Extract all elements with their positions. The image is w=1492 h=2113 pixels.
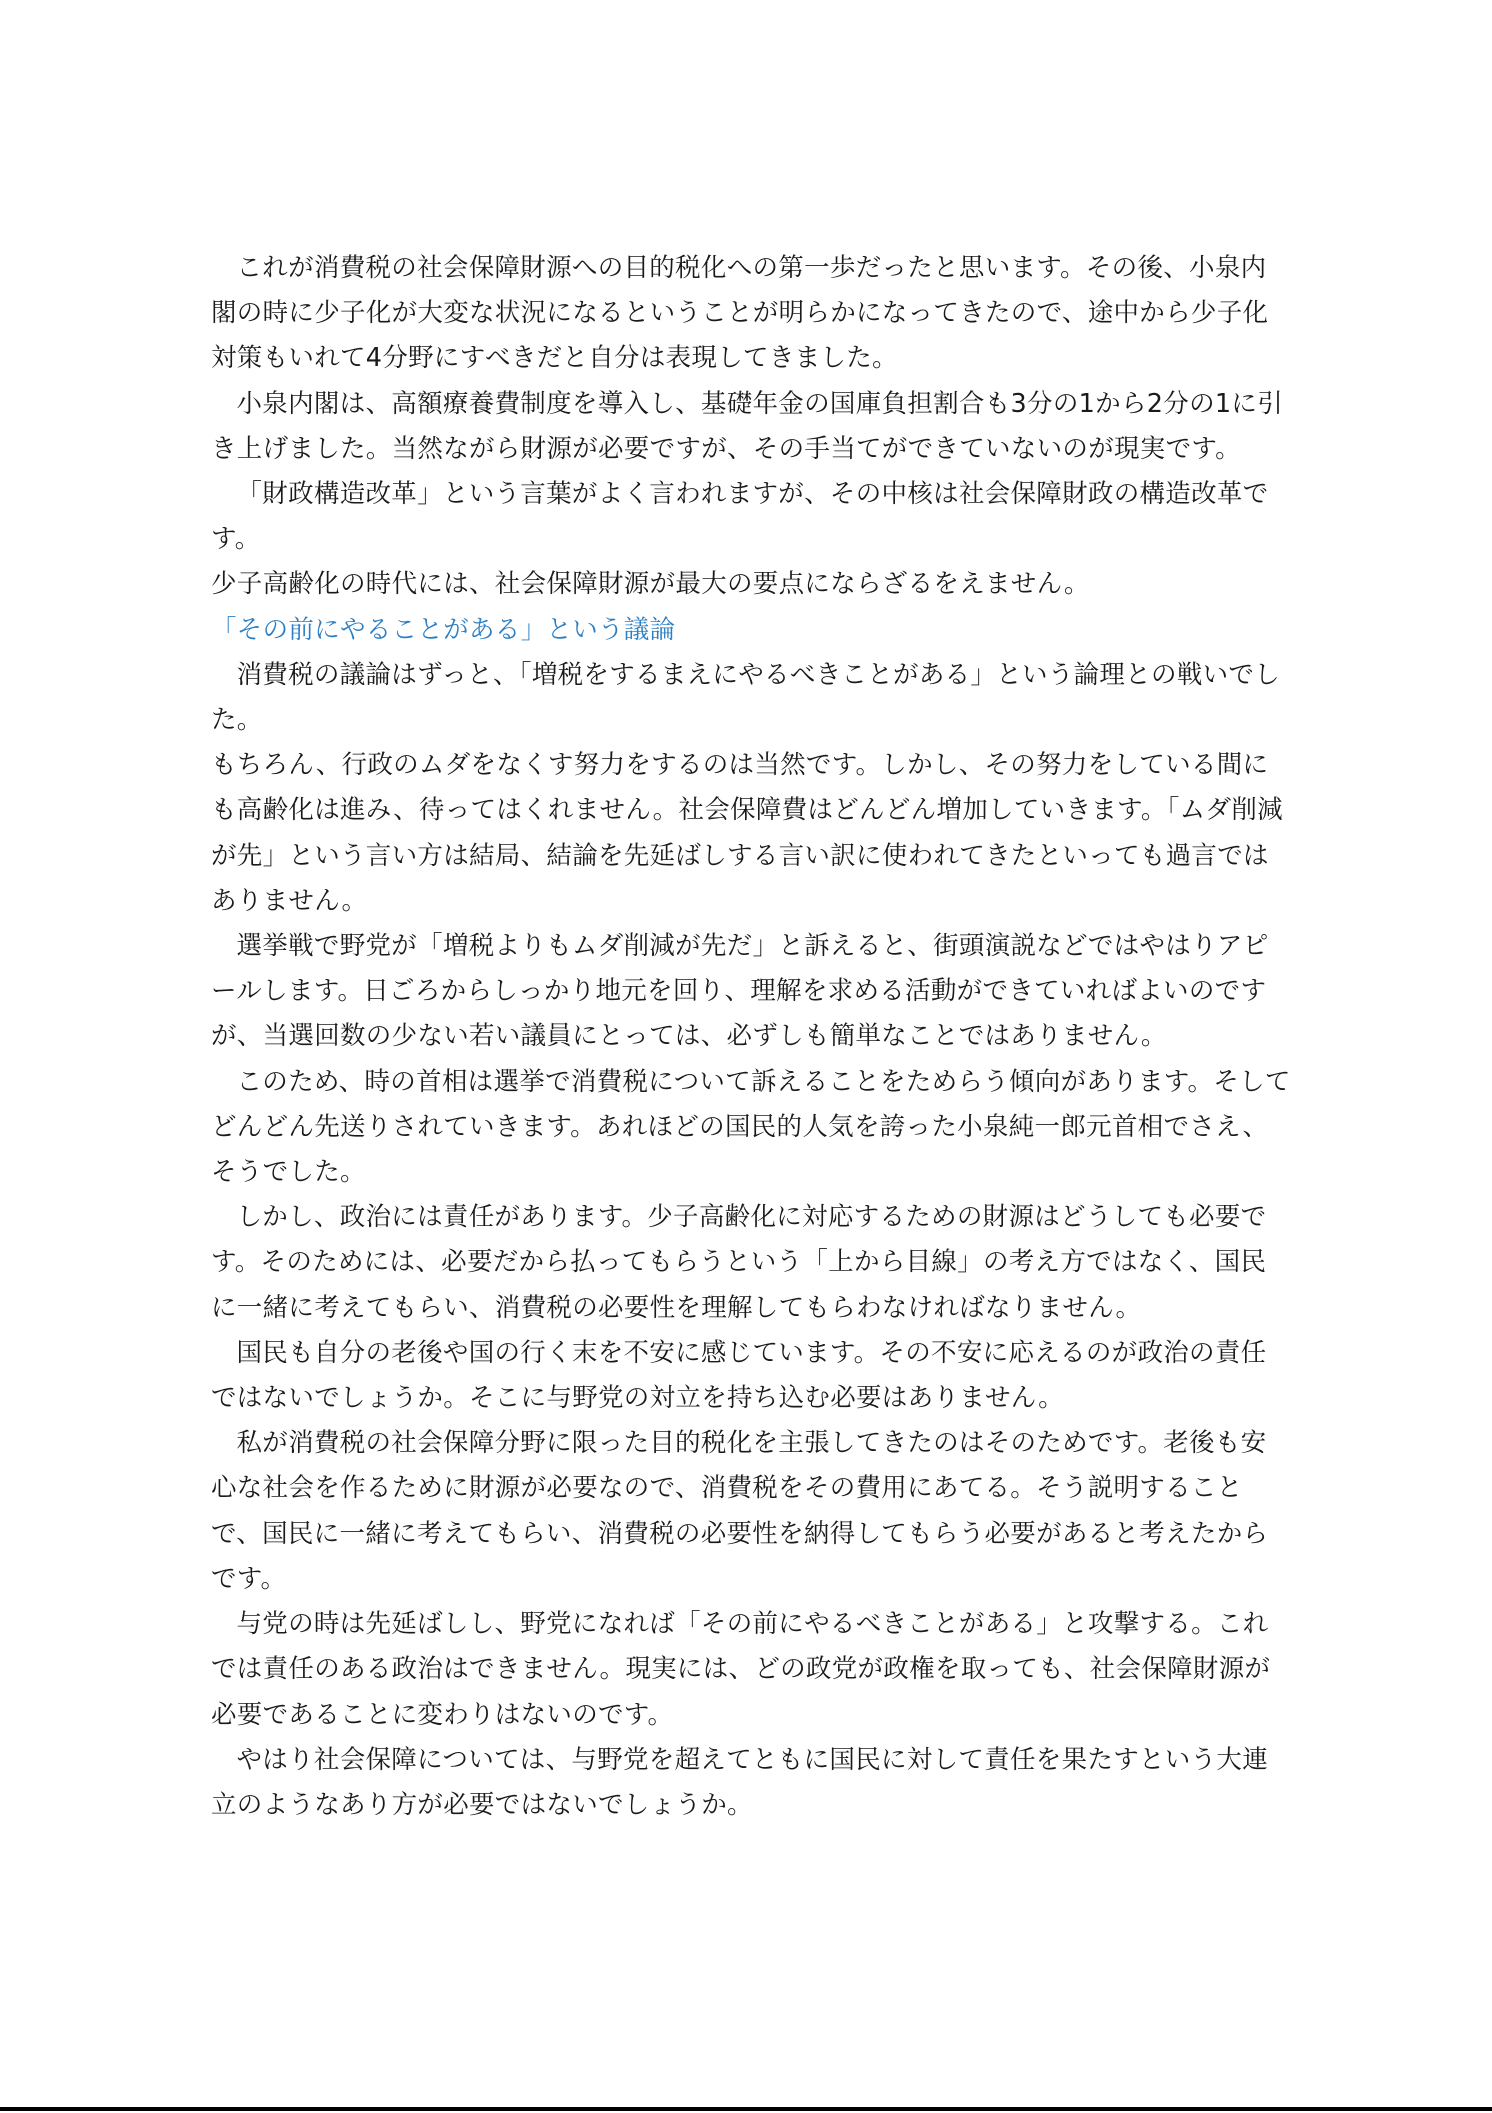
- paragraph: もちろん、行政のムダをなくす努力をするのは当然です。しかし、その努力をしている間にも高齢化は進み、待ってはくれません。社会保障費はどんどん増加していきます。「ムダ削減が先」という言い方は結局、結論を先延ばしする言い訳に使われてきたといっても過言ではありません。: [211, 750, 1283, 916]
- paragraph: 消費税の議論はずっと、「増税をするまえにやるべきことがある」という論理との戦いでした。: [211, 659, 1281, 736]
- section-heading: 「その前にやることがある」という議論: [211, 614, 676, 645]
- paragraph: 国民も自分の老後や国の行く末を不安に感じています。その不安に応えるのが政治の責任ではないでしょうか。そこに与野党の対立を持ち込む必要はありません。: [211, 1337, 1267, 1414]
- paragraph: このため、時の首相は選挙で消費税について訴えることをためらう傾向があります。そしてどんどん先送りされていきます。あれほどの国民的人気を誇った小泉純一郎元首相でさえ、そうでした。: [211, 1066, 1291, 1188]
- paragraph: 私が消費税の社会保障分野に限った目的税化を主張してきたのはそのためです。老後も安心な社会を作るために財源が必要なので、消費税をその費用にあてる。そう説明することで、国民に一緒に考えてもらい、消費税の必要性を納得してもらう必要があると考えたからです。: [211, 1428, 1269, 1594]
- paragraph: しかし、政治には責任があります。少子高齢化に対応するための財源はどうしても必要です。そのためには、必要だから払ってもらうという「上から目線」の考え方ではなく、国民に一緒に考えてもらい、消費税の必要性を理解してもらわなければなりません。: [211, 1202, 1267, 1323]
- paragraph: 「財政構造改革」という言葉がよく言われますが、その中核は社会保障財政の構造改革です。: [211, 479, 1269, 555]
- paragraph: 少子高齢化の時代には、社会保障財源が最大の要点にならざるをえません。: [211, 569, 1090, 600]
- paragraph: 小泉内閣は、高額療養費制度を導入し、基礎年金の国庫負担割合も3分の1から2分の1に引き上げました。当然ながら財源が必要ですが、その手当てができていないのが現実です。: [211, 388, 1283, 464]
- article-body: [211, 246, 1291, 1828]
- page-bottom-rule: [0, 2107, 1492, 2111]
- paragraph: やはり社会保障については、与野党を超えてともに国民に対して責任を果たすという大連立のようなあり方が必要ではないでしょうか。: [211, 1744, 1268, 1820]
- paragraph: 与党の時は先延ばしし、野党になれば「その前にやるべきことがある」と攻撃する。これでは責任のある政治はできません。現実には、どの政党が政権を取っても、社会保障財源が必要であることに変わりはないのです。: [211, 1609, 1271, 1730]
- paragraph: これが消費税の社会保障財源への目的税化への第一歩だったと思います。その後、小泉内閣の時に少子化が大変な状況になるということが明らかになってきたので、途中から少子化対策もいれて4分野にすべきだと自分は表現してきました。: [211, 253, 1269, 374]
- paragraph: 選挙戦で野党が「増税よりもムダ削減が先だ」と訴えると、街頭演説などではやはりアピールします。日ごろからしっかり地元を回り、理解を求める活動ができていればよいのですが、当選回数の少ない若い議員にとっては、必ずしも簡単なことではありません。: [211, 931, 1269, 1052]
